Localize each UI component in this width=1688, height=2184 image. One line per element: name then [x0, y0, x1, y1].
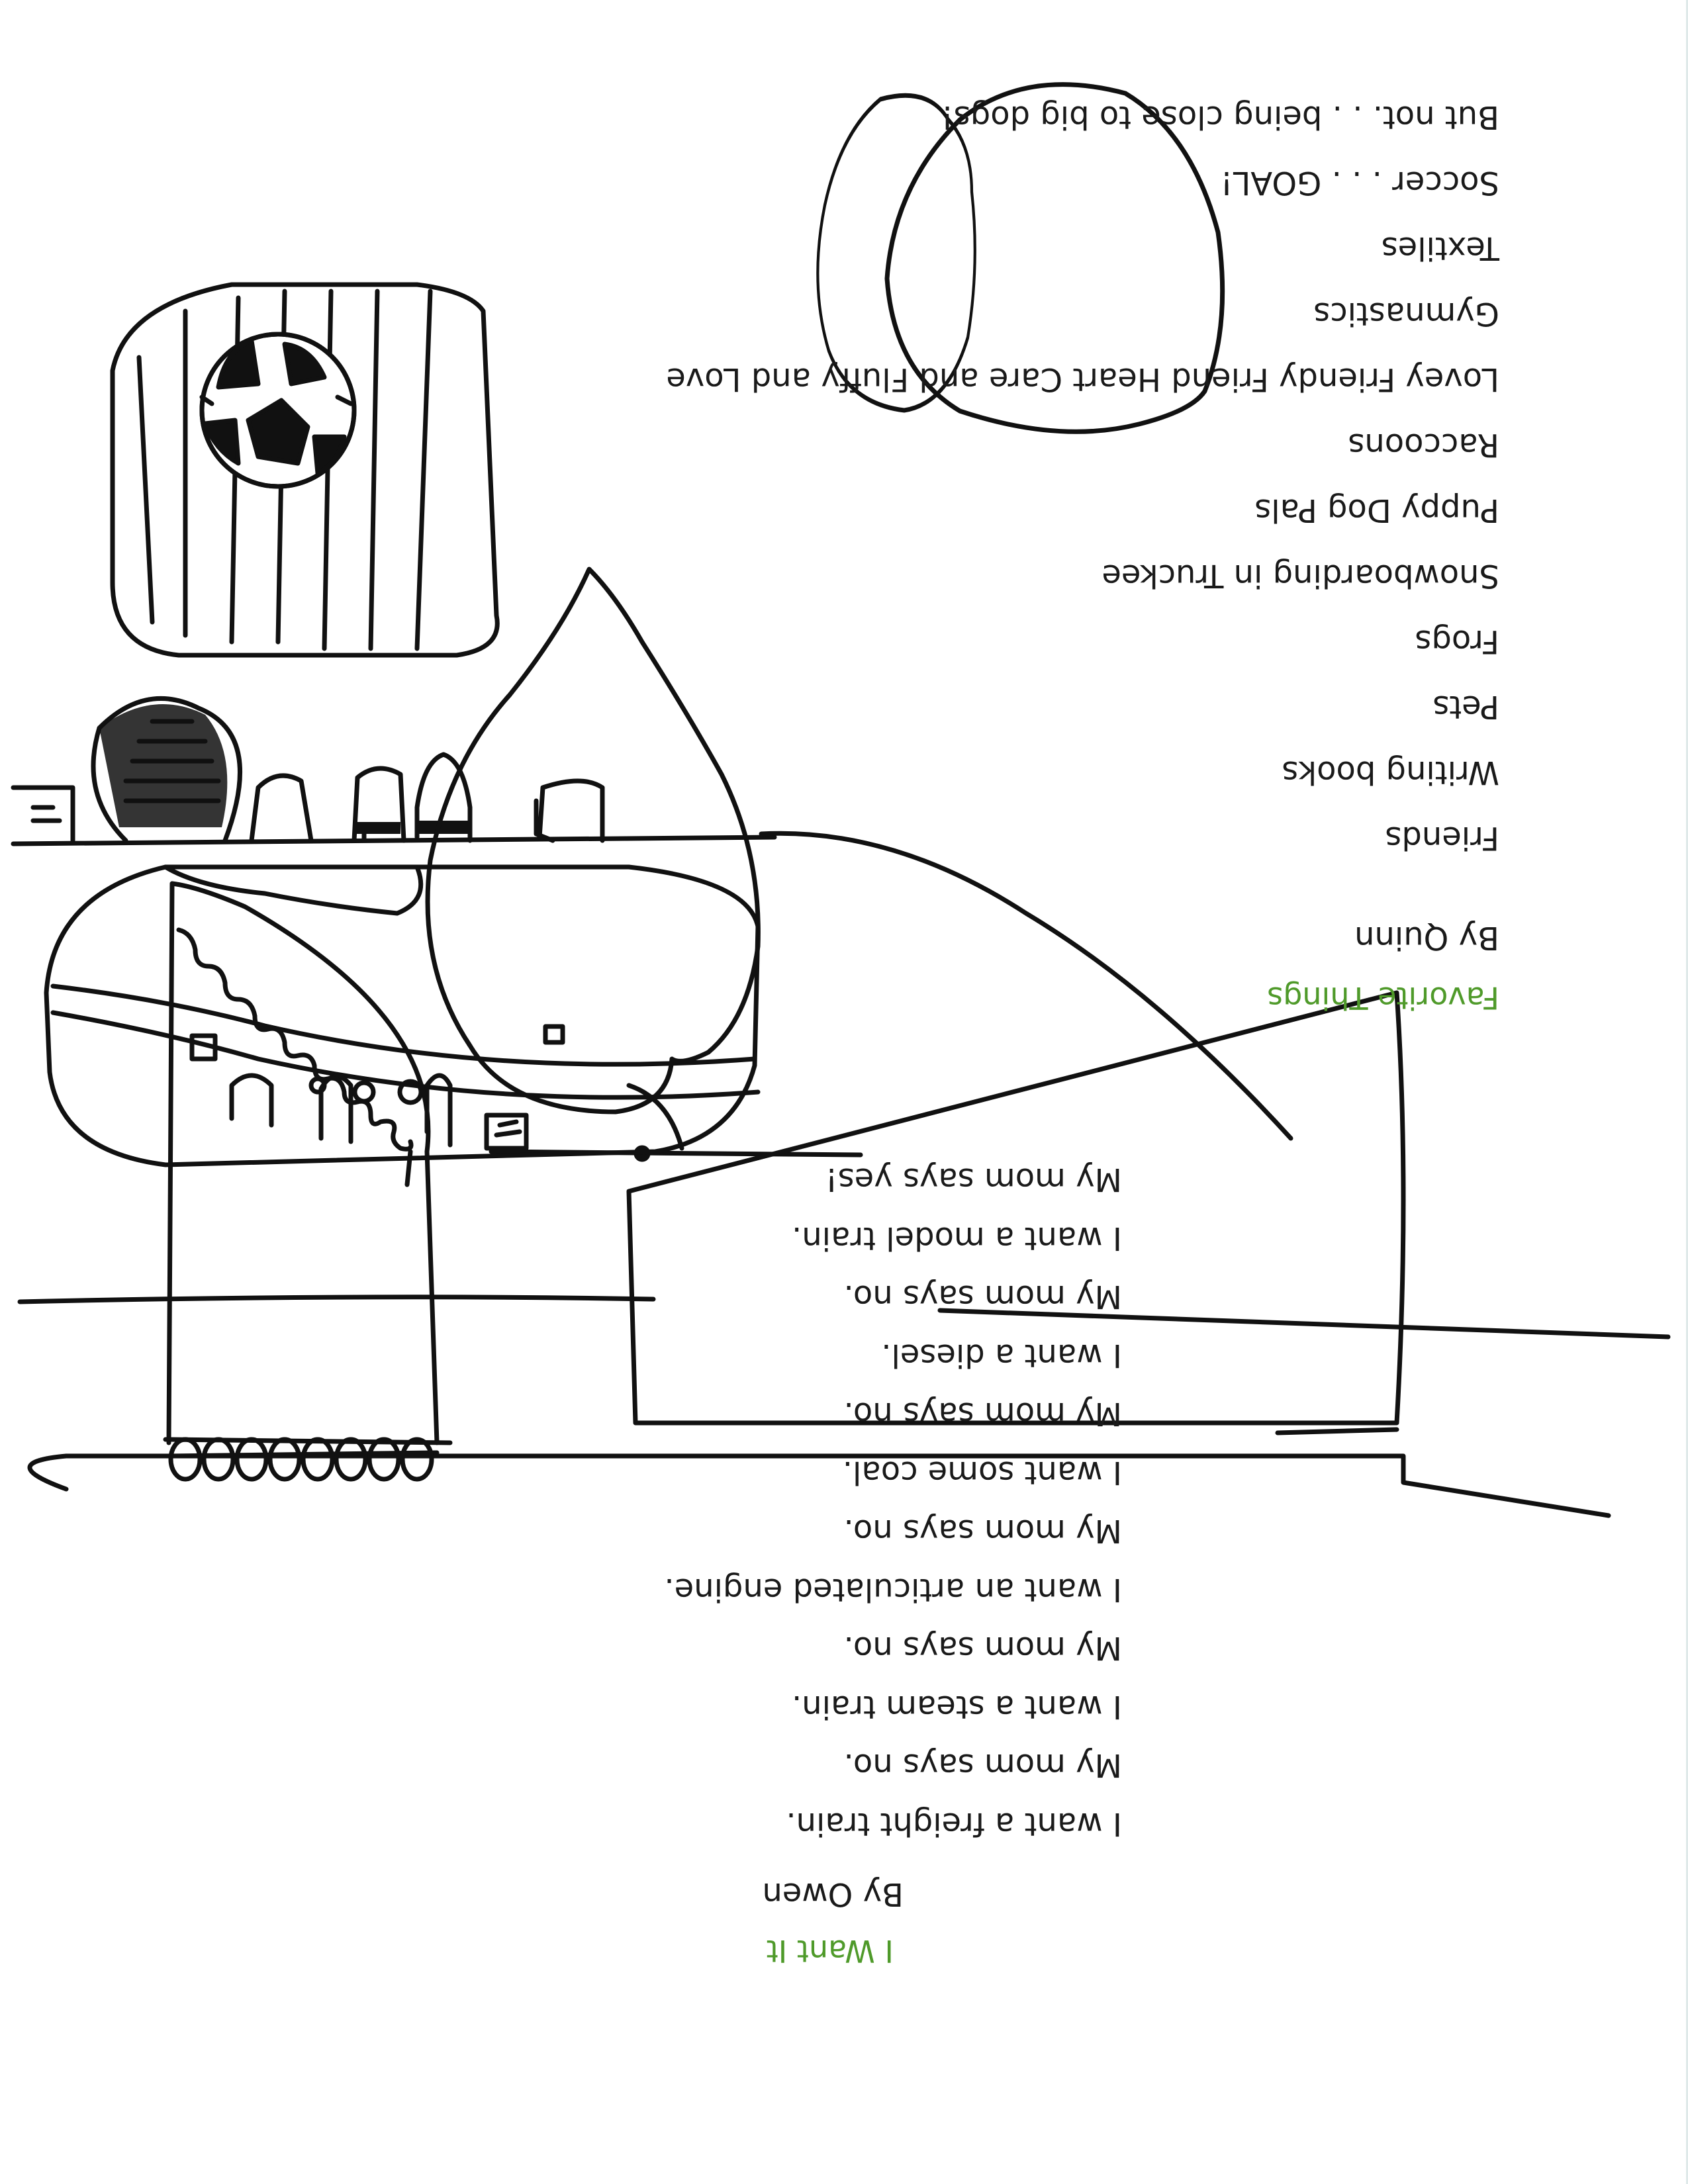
poem-line: Textiles — [1381, 230, 1499, 267]
poem-title-quinn: Favorite Things — [1267, 980, 1499, 1016]
poem-line: Friends — [1385, 819, 1499, 856]
poem-line: I want a steam train. — [791, 1688, 1122, 1725]
divider-line-right — [20, 1297, 653, 1302]
soccer-net-drawing — [113, 285, 497, 655]
poem-line: Frogs — [1415, 623, 1499, 660]
poem-line: Raccoons — [1348, 426, 1499, 463]
poem-line: Snowboarding in Truckee — [1102, 557, 1499, 594]
poem-line: I want a freight train. — [786, 1805, 1122, 1843]
poem-line: I want some coal. — [842, 1454, 1122, 1491]
poem-line: My mom says no. — [843, 1395, 1122, 1433]
poem-line: My mom says no. — [843, 1747, 1122, 1784]
poem-line: My mom says yes! — [825, 1161, 1122, 1199]
poem-line: I want a diesel. — [881, 1337, 1122, 1374]
poem-line: Puppy Dog Pals — [1254, 492, 1499, 529]
poem-line: My mom says no. — [843, 1278, 1122, 1316]
poem-title-owen: I Want It — [766, 1933, 894, 1969]
poem-lines-owen — [664, 1150, 1122, 1853]
poem-line: Soccer . . . GOAL! — [1220, 164, 1499, 201]
poem-line: Gymnastics — [1313, 295, 1499, 332]
poem-line: Pets — [1432, 688, 1499, 725]
poem-lines-quinn — [666, 84, 1499, 870]
poem-line: Writing books — [1282, 754, 1499, 791]
poem-author-quinn: By Quinn — [1354, 919, 1499, 956]
poem-line: My mom says no. — [843, 1629, 1122, 1667]
poem-line: My mom says no. — [843, 1512, 1122, 1550]
poem-line: I want a model train. — [792, 1220, 1122, 1257]
poem-line: I want an articulated engine. — [664, 1571, 1122, 1608]
poem-line: Lovey Friendy Friend Heart Care and Fluffy and Love — [666, 361, 1499, 398]
poem-author-owen: By Owen — [762, 1876, 904, 1913]
poem-line: But not. . . being close to big dogs! — [941, 99, 1499, 136]
